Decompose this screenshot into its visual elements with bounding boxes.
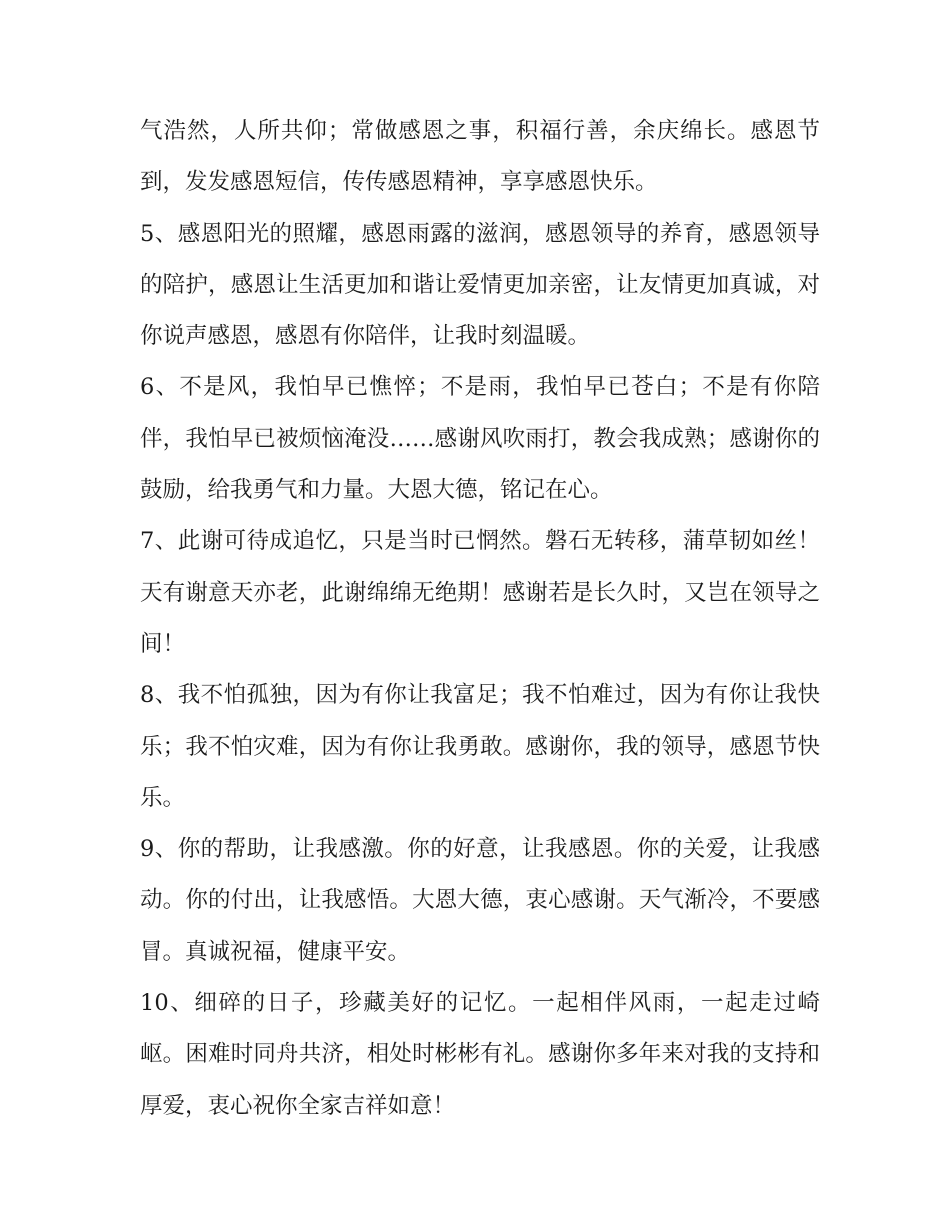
- paragraph-item-8: 8、我不怕孤独，因为有你让我富足；我不怕难过，因为有你让我快乐；我不怕灾难，因为有你让我勇敢。感谢你，我的领导，感恩节快乐。: [140, 682, 820, 811]
- paragraph-item-10: 10、细碎的日子，珍藏美好的记忆。一起相伴风雨，一起走过崎岖。困难时同舟共济，相处时彬彬有礼。感谢你多年来对我的支持和厚爱，衷心祝你全家吉祥如意！: [140, 990, 820, 1119]
- paragraph-item-6: 6、不是风，我怕早已憔悴；不是雨，我怕早已苍白；不是有你陪伴，我怕早已被烦恼淹没……感谢风吹雨打，教会我成熟；感谢你的鼓励，给我勇气和力量。大恩大德，铭记在心。: [140, 374, 820, 504]
- paragraph-continuation: 气浩然，人所共仰；常做感恩之事，积福行善，余庆绵长。感恩节到，发发感恩短信，传传感恩精神，享享感恩快乐。: [140, 118, 820, 196]
- document-page: [140, 106, 820, 1132]
- paragraph-item-5: 5、感恩阳光的照耀，感恩雨露的滋润，感恩领导的养育，感恩领导的陪护，感恩让生活更加和谐让爱情更加亲密，让友情更加真诚，对你说声感恩，感恩有你陪伴，让我时刻温暖。: [140, 220, 820, 350]
- paragraph-item-9: 9、你的帮助，让我感激。你的好意，让我感恩。你的关爱，让我感动。你的付出，让我感悟。大恩大德，衷心感谢。天气渐冷，不要感冒。真诚祝福，健康平安。: [140, 836, 820, 965]
- paragraph-item-7: 7、此谢可待成追忆，只是当时已惘然。磐石无转移，蒲草韧如丝！天有谢意天亦老，此谢绵绵无绝期！感谢若是长久时，又岂在领导之间！: [140, 528, 820, 657]
